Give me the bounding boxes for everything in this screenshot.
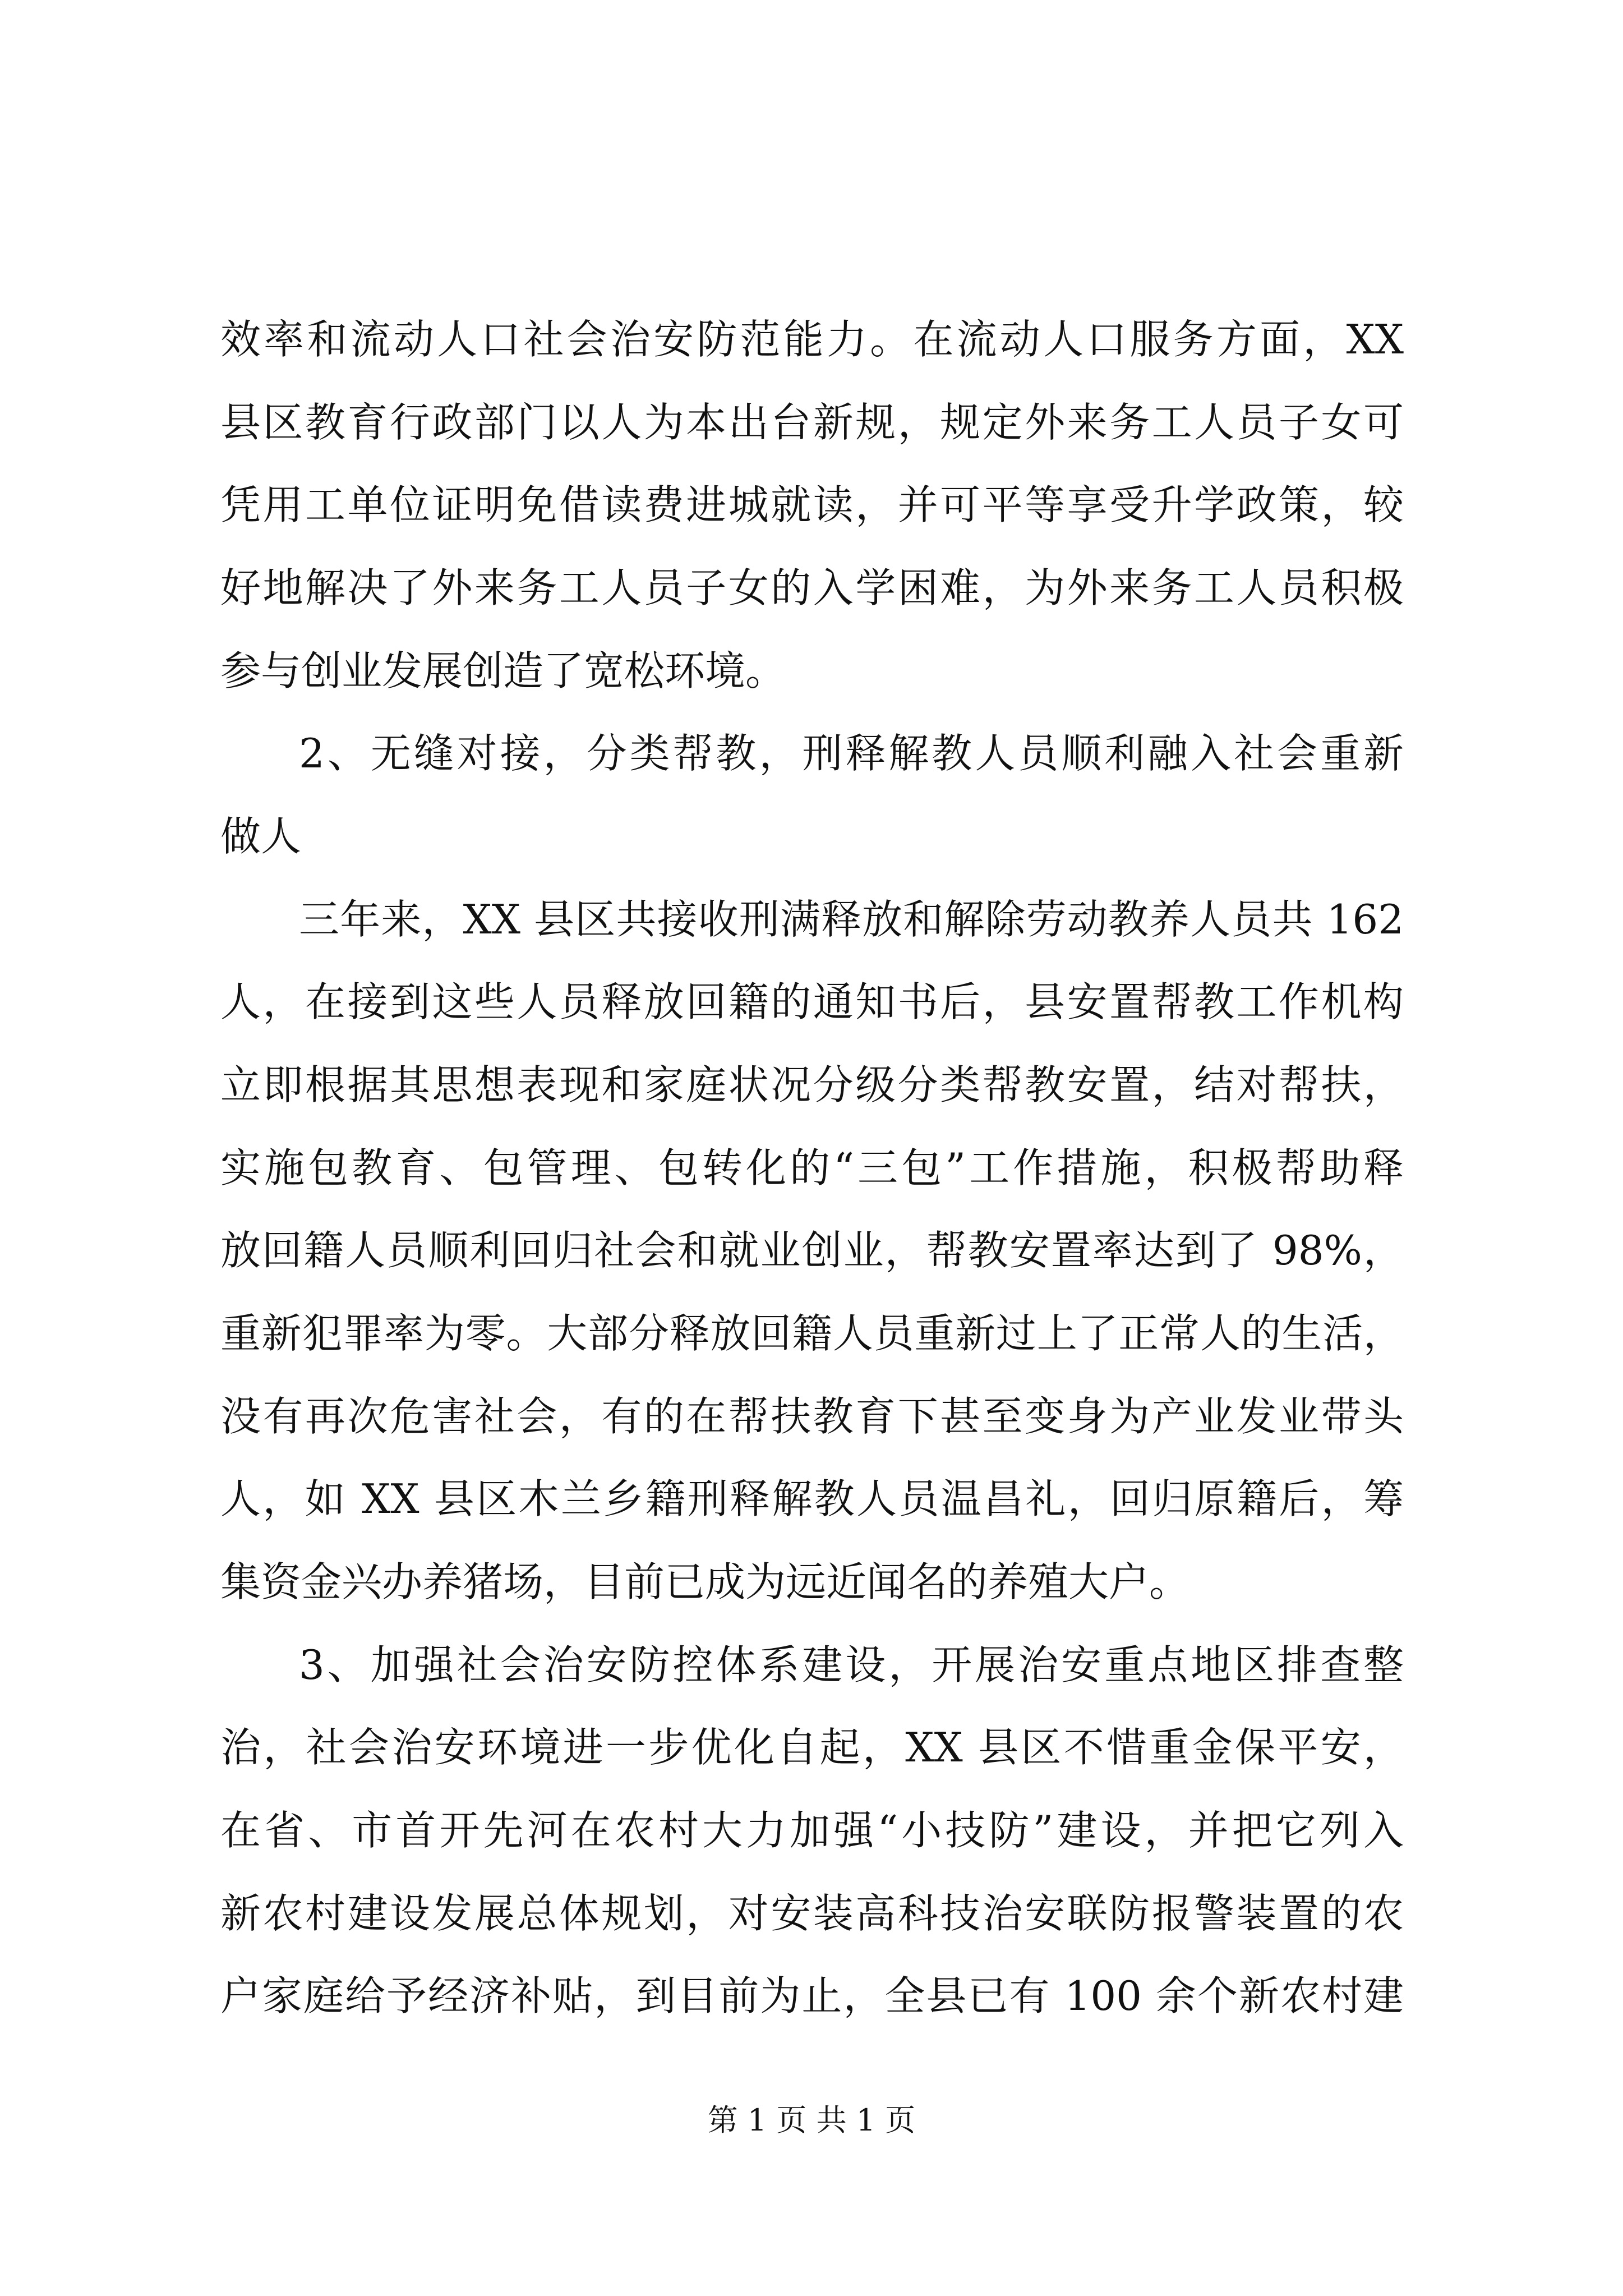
text-line: 立即根据其思想表现和家庭状况分级分类帮教安置，结对帮扶，: [220, 1061, 1404, 1108]
text-line: 好地解决了外来务工人员子女的入学困难，为外来务工人员积极: [220, 564, 1404, 611]
text-line: 治，社会治安环境进一步优化自起，XX 县区不惜重金保平安，: [220, 1724, 1404, 1771]
text-line: 没有再次危害社会，有的在帮扶教育下甚至变身为产业发业带头: [220, 1393, 1404, 1440]
text-line: 凭用工单位证明免借读费进城就读，并可平等享受升学政策，较: [220, 481, 1404, 528]
section-heading-line: 2、无缝对接，分类帮教，刑释解教人员顺利融入社会重新: [299, 730, 1404, 777]
text-line: 县区教育行政部门以人为本出台新规，规定外来务工人员子女可: [220, 399, 1404, 446]
text-line: 新农村建设发展总体规划，对安装高科技治安联防报警装置的农: [220, 1890, 1404, 1937]
text-line: 集资金兴办养猪场，目前已成为远近闻名的养殖大户。: [220, 1558, 1190, 1605]
text-line: 放回籍人员顺利回归社会和就业创业，帮教安置率达到了 98%，: [220, 1227, 1404, 1274]
text-line: 参与创业发展创造了宽松环境。: [220, 647, 786, 694]
text-line: 在省、市首开先河在农村大力加强“小技防”建设，并把它列入: [220, 1807, 1404, 1854]
text-line: 实施包教育、包管理、包转化的“三包”工作措施，积极帮助释: [220, 1144, 1404, 1191]
page-footer: 第 1 页 共 1 页: [707, 2102, 916, 2138]
text-line: 效率和流动人口社会治安防范能力。在流动人口服务方面，XX: [220, 316, 1404, 363]
text-line: 人，如 XX 县区木兰乡籍刑释解教人员温昌礼，回归原籍后，筹: [220, 1475, 1404, 1522]
text-line: 三年来，XX 县区共接收刑满释放和解除劳动教养人员共 162: [299, 896, 1404, 943]
text-line: 户家庭给予经济补贴，到目前为止，全县已有 100 余个新农村建: [220, 1972, 1404, 2019]
section-heading-line: 做人: [220, 813, 302, 860]
section-heading-line: 3、加强社会治安防控体系建设，开展治安重点地区排查整: [299, 1641, 1404, 1688]
text-line: 重新犯罪率为零。大部分释放回籍人员重新过上了正常人的生活，: [220, 1310, 1404, 1357]
text-line: 人，在接到这些人员释放回籍的通知书后，县安置帮教工作机构: [220, 978, 1404, 1025]
